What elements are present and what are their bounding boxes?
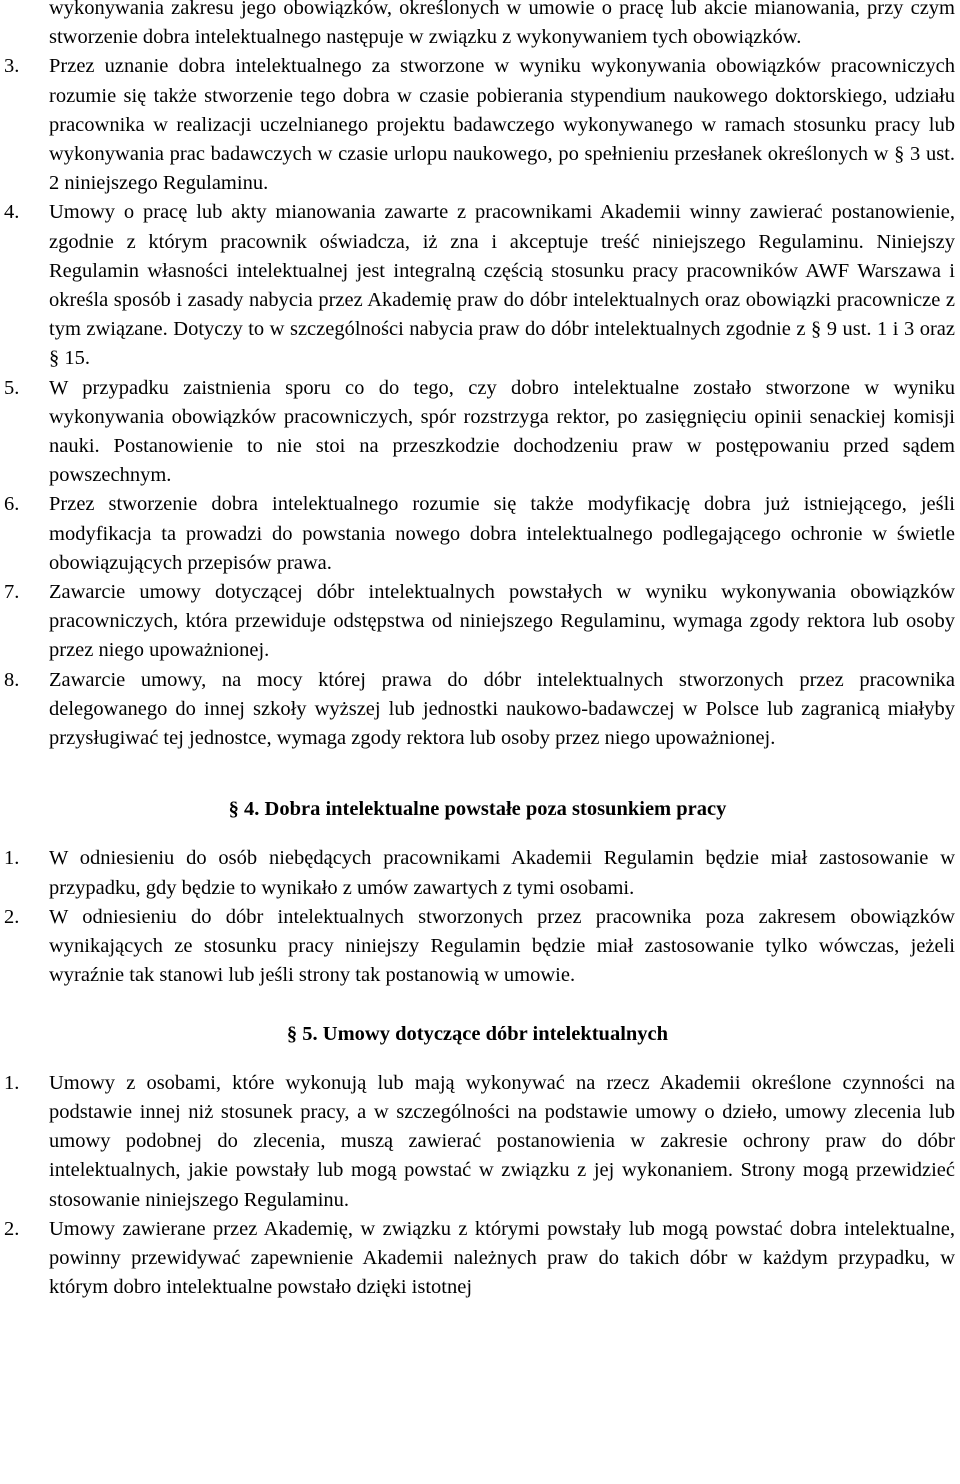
item-number: 5. [4, 376, 20, 399]
spacer [0, 1049, 955, 1069]
item-number: 2. [4, 1217, 20, 1240]
section4-item-2 [0, 903, 955, 991]
section3-item-7 [0, 578, 955, 666]
item-number: 7. [4, 581, 20, 604]
item-number: 2. [4, 905, 20, 928]
spacer [0, 824, 955, 844]
item-text: Zawarcie umowy, na mocy której prawa do dóbr intelektualnych stworzonych przez pracownika delegowanego do innej szkoły wyższej lub jednostki naukowo-badawczej w Polsce lub zagranicą miałyby przysługiwać tej jednostce, wymaga zgody rektora lub osoby przez niego upoważnionej. [49, 668, 955, 750]
section4-heading: § 4. Dobra intelektualne powstałe poza stosunkiem pracy [228, 798, 727, 821]
section5-item-2 [0, 1215, 955, 1303]
item-text: Umowy zawierane przez Akademię, w związku z którymi powstały lub mogą powstać dobra intelektualne, powinny przewidywać zapewnienie Akademii należnych praw do takich dóbr w każdym przypadku, w którym dobro intelektualne powstało dzięki istotnej [49, 1217, 955, 1299]
spacer [0, 991, 955, 1020]
section3-item-4 [0, 198, 955, 373]
item-text: Przez uznanie dobra intelektualnego za stworzone w wyniku wykonywania obowiązków pracowniczych rozumie się także stworzenie tego dobra w czasie pobierania stypendium naukowego doktorskiego, udziału pracownika w realizacji uczelnianego projektu badawczego wykonywanego w ramach stosunku pracy lub wykonywania prac badawczych w czasie urlopu naukowego, po spełnieniu przesłanek określonych w § 3 ust. 2 niniejszego Regulaminu. [49, 55, 955, 195]
section3-continuation: wykonywania zakresu jego obowiązków, określonych w umowie o pracę lub akcie mianowania, przy czym stworzenie dobra intelektualnego następuje w związku z wykonywaniem tych obowiązków. [49, 0, 955, 49]
section3-item-5 [0, 374, 955, 491]
section4-item-1 [0, 844, 955, 902]
item-text: W odniesieniu do dóbr intelektualnych stworzonych przez pracownika poza zakresem obowiązków wynikających ze stosunku pracy niniejszy Regulamin będzie miał zastosowanie tylko wówczas, jeżeli wyraźnie tak stanowi lub jeśli strony tak postanowią w umowie. [49, 905, 955, 987]
item-text: W odniesieniu do osób niebędących pracownikami Akademii Regulamin będzie miał zastosowanie w przypadku, gdy będzie to wynikało z umów zawartych z tymi osobami. [49, 847, 955, 899]
item-text: Zawarcie umowy dotyczącej dóbr intelektualnych powstałych w wyniku wykonywania obowiązków pracowniczych, która przewiduje odstępstwa od niniejszego Regulaminu, wymaga zgody rektora lub osoby przez niego upoważnionej. [49, 581, 955, 662]
item-number: 1. [4, 847, 20, 870]
item-number: 3. [4, 55, 20, 78]
section3-item-8 [0, 666, 955, 754]
item-number: 8. [4, 668, 20, 691]
item-number: 6. [4, 493, 20, 516]
item-number: 4. [4, 201, 20, 224]
section3-item-3 [0, 52, 955, 198]
item-text: W przypadku zaistnienia sporu co do tego, czy dobro intelektualne zostało stworzone w wyniku wykonywania obowiązków pracowniczych, spór rozstrzyga rektor, po zasięgnięciu opinii senackiej komisji nauki. Postanowienie to nie stoi na przeszkodzie dochodzeniu praw w postępowaniu przed sądem powszechnym. [49, 376, 955, 487]
section3-item-6 [0, 490, 955, 578]
section5-heading: § 5. Umowy dotyczące dóbr intelektualnych [286, 1022, 669, 1045]
section5-item-1 [0, 1069, 955, 1215]
spacer [0, 753, 955, 795]
item-number: 1. [4, 1071, 20, 1094]
item-text: Przez stworzenie dobra intelektualnego rozumie się także modyfikację dobra już istniejącego, jeśli modyfikacja ta prowadzi do powstania nowego dobra intelektualnego podlegającego ochronie w świetle obowiązujących przepisów prawa. [49, 493, 955, 574]
item-text: Umowy o pracę lub akty mianowania zawarte z pracownikami Akademii winny zawierać postanowienie, zgodnie z którym pracownik oświadcza, iż zna i akceptuje treść niniejszego Regulaminu. Niniejszy Regulamin własności intelektualnej jest integralną częścią stosunku pracy pracowników AWF Warszawa i określa sposób i zasady nabycia przez Akademię praw do dóbr intelektualnych oraz obowiązki pracownicze z tym związane. Dotyczy to w szczególności nabycia praw do dóbr intelektualnych zgodnie z § 9 ust. 1 i 3 oraz § 15. [49, 201, 955, 370]
item-text: Umowy z osobami, które wykonują lub mają wykonywać na rzecz Akademii określone czynności na podstawie innej niż stosunek pracy, a w szczególności na podstawie umowy o dzieło, umowy zlecenia lub umowy podobnej do zlecenia, muszą zawierać postanowienia w zakresie ochrony praw do dóbr intelektualnych, jakie powstały lub mogą powstać w związku z jej wykonaniem. Strony mogą przewidzieć stosowanie niniejszego Regulaminu. [49, 1071, 955, 1211]
